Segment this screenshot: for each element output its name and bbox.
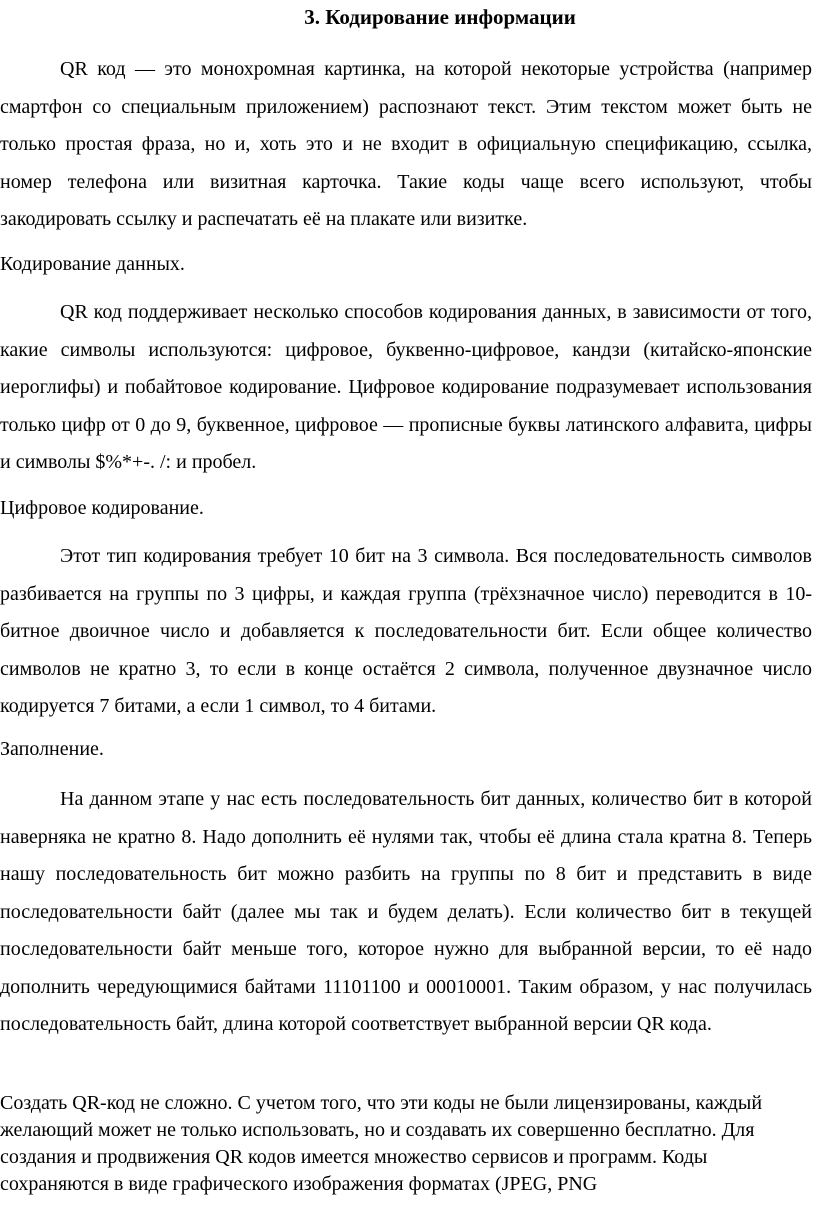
data-encoding-paragraph: QR код поддерживает несколько способов кодирования данных, в зависимости от того, какие символы используются: цифровое, буквенно-цифровое, кандзи (китайско-японские иероглифы) и побайтовое кодирование. Цифровое кодирование подразумевает использования только цифр от 0 до 9, буквенное, цифровое — прописные буквы латинского алфавита, цифры и символы $%*+-. /: и пробел. [0, 301, 812, 473]
numeric-encoding-paragraph: Этот тип кодирования требует 10 бит на 3 символа. Вся последовательность символов разбивается на группы по 3 цифры, и каждая группа (трёхзначное число) переводится в 10-битное двоичное число и добавляется к последовательности бит. Если общее количество символов не кратно 3, то если в конце остаётся 2 символа, полученное двузначное число кодируется 7 битами, а если 1 символ, то 4 битами. [0, 545, 812, 717]
padding-paragraph: На данном этапе у нас есть последовательность бит данных, количество бит в которой наверняка не кратно 8. Надо дополнить её нулями так, чтобы её длина стала кратна 8. Теперь нашу последовательность бит можно разбить на группы по 8 бит и представить в виде последовательности байт (далее мы так и будем делать). Если количество бит в текущей последовательности байт меньше того, которое нужно для выбранной версии, то её надо дополнить чередующимися байтами 11101100 и 00010001. Таким образом, у нас получилась последовательность байт, длина которой соответствует выбранной версии QR кода. [0, 788, 812, 1035]
intro-paragraph: QR код — это монохромная картинка, на которой некоторые устройства (например смартфон со специальным приложением) распознают текст. Этим текстом может быть не только простая фраза, но и, хоть это и не входит в официальную спецификацию, ссылка, номер телефона или визитная карточка. Такие коды чаще всего используют, чтобы закодировать ссылку и распечатать её на плакате или визитке. [0, 58, 812, 230]
document-title: 3. Кодирование информации [304, 5, 576, 29]
heading-data-encoding: Кодирование данных. [0, 253, 185, 275]
heading-padding: Заполнение. [0, 738, 104, 760]
heading-numeric-encoding: Цифровое кодирование. [0, 497, 204, 519]
closing-paragraph: Создать QR-код не сложно. С учетом того, что эти коды не были лицензированы, каждый желающий может не только использовать, но и создавать их совершенно бесплатно. Для создания и продвижения QR кодов имеется множество сервисов и программ. Коды сохраняются в виде графического изображения форматах (JPEG, PNG [0, 1092, 763, 1195]
